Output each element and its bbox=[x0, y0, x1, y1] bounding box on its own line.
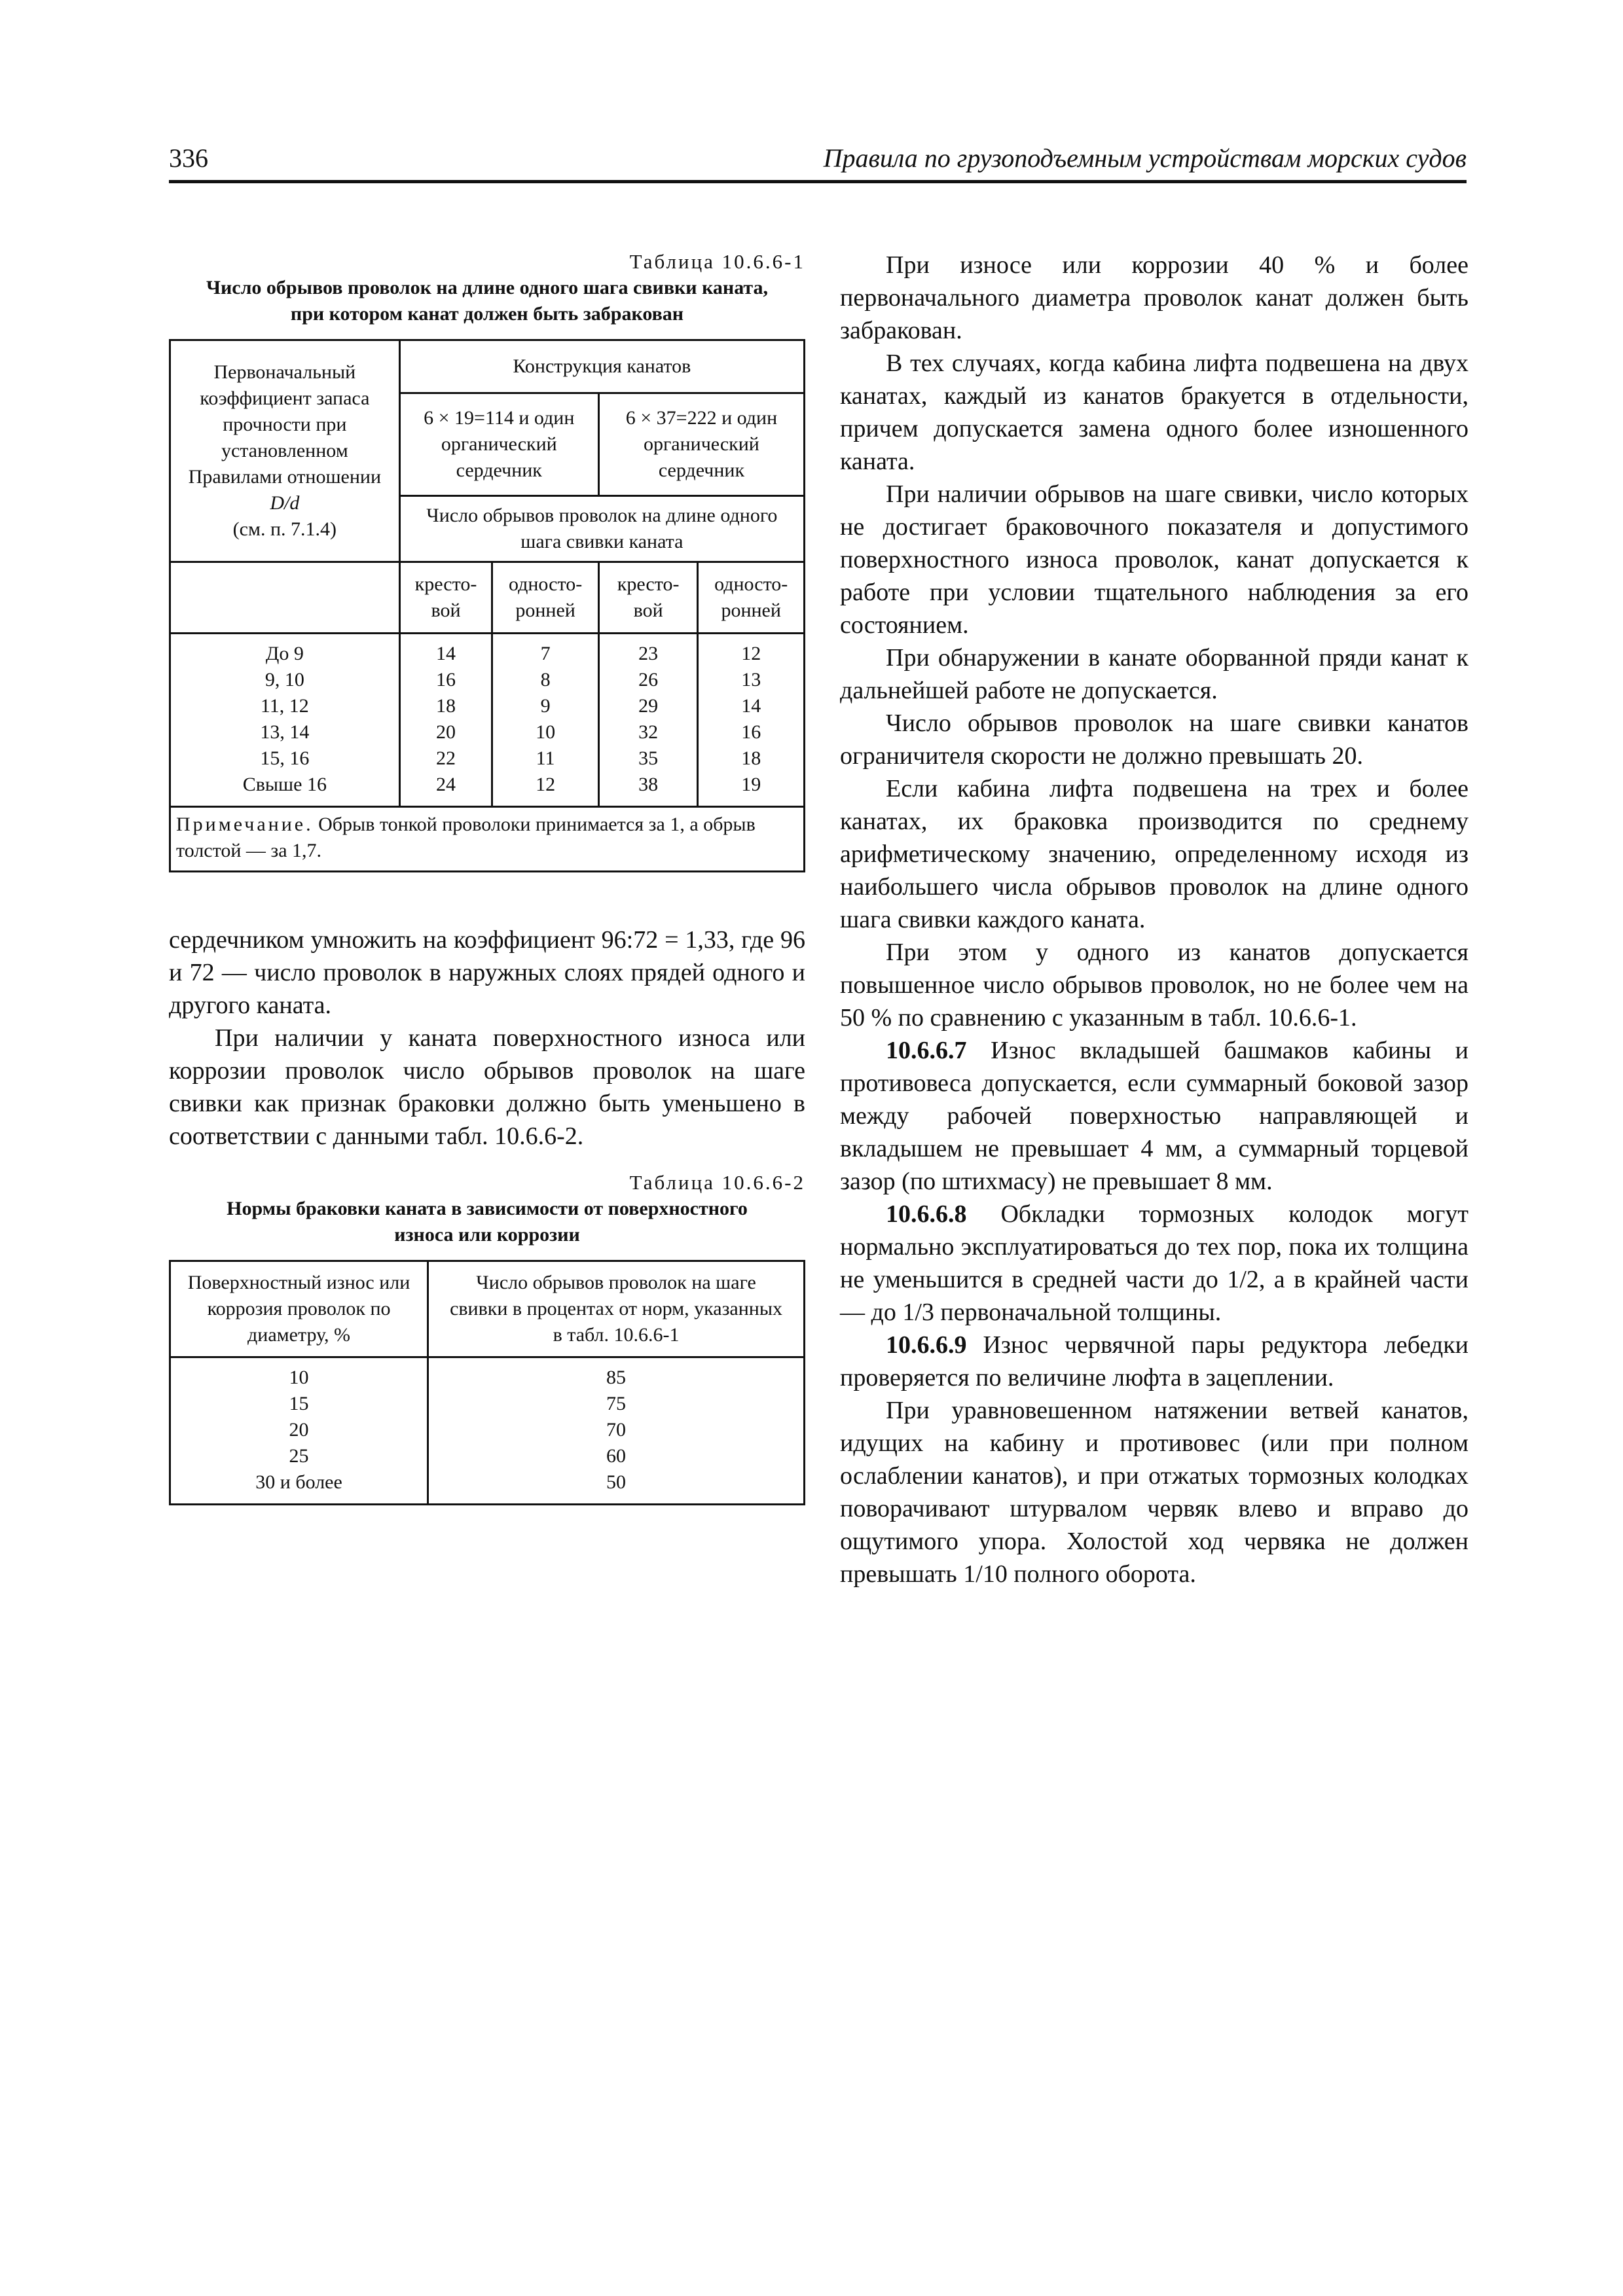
table2-title-line: износа или коррозии bbox=[394, 1224, 580, 1246]
table1-title-line: при котором канат должен быть забракован bbox=[290, 303, 684, 325]
cell-value: 50 bbox=[606, 1471, 627, 1493]
header-line: вой bbox=[431, 600, 461, 621]
header-line: Поверхностный износ или bbox=[187, 1272, 410, 1293]
section-text: Износ вкладышей башмаков кабины и противовеса допускается, если суммарный боковой зазор между рабочей поверхностью направляющей и вкладышем не превышает 4 мм, а суммарный торцевой зазор (по штихмасу) не превышает 8 мм. bbox=[840, 1037, 1468, 1195]
right-paragraph: В тех случаях, когда кабина лифта подвешена на двух канатах, каждый из канатов бракуется в отдельности, причем допускается замена одного более изношенного каната. bbox=[840, 350, 1468, 475]
header-rule bbox=[169, 180, 1467, 183]
header-line: Число обрывов проволок на длине одного bbox=[426, 505, 778, 526]
cell-value: 12 bbox=[741, 643, 761, 664]
header-line: сердечник bbox=[658, 459, 745, 481]
running-title: Правила по грузоподъемным устройствам морских судов bbox=[823, 143, 1467, 173]
cell-value: 7 bbox=[540, 643, 551, 664]
col-222-cross bbox=[598, 634, 698, 807]
cell-value: 18 bbox=[435, 695, 456, 717]
cell-value: 19 bbox=[741, 774, 761, 795]
note-text: Обрыв тонкой проволоки принимается за 1, а обрыв толстой — за 1,7. bbox=[176, 814, 756, 861]
factor-column bbox=[170, 634, 400, 807]
right-paragraph: При наличии обрывов на шаге свивки, число которых не достигает браковочного показателя и допустимого поверхностного износа проволок, канат допускается к работе при условии тщательного наблюдения за его состоянием. bbox=[840, 480, 1468, 639]
cell-value: 15 bbox=[289, 1393, 309, 1414]
empty-cell bbox=[170, 562, 400, 634]
col-222-one bbox=[698, 634, 805, 807]
table1 bbox=[169, 339, 805, 872]
header-line: органический bbox=[441, 433, 557, 455]
cell-value: 12 bbox=[536, 774, 556, 795]
table1-title bbox=[169, 275, 805, 327]
section-number: 10.6.6.7 bbox=[886, 1037, 967, 1064]
right-paragraph: Если кабина лифта подвешена на трех и более канатах, их браковка производится по среднему арифметическому значению, определенному исходя из наибольшего числа обрывов проволок на длине одного шага свивки каждого каната. bbox=[840, 775, 1468, 933]
right-paragraph: Число обрывов проволок на шаге свивки канатов ограничителя скорости не должно превышать 20. bbox=[840, 709, 1468, 770]
lay-type bbox=[399, 562, 492, 634]
page-number: 336 bbox=[169, 143, 208, 173]
header-line: Число обрывов проволок на шаге bbox=[476, 1272, 756, 1293]
cell-value: Свыше 16 bbox=[242, 774, 327, 795]
construction-222 bbox=[598, 393, 804, 496]
cell-value: 8 bbox=[540, 669, 551, 691]
cell-value: 14 bbox=[435, 643, 456, 664]
cell-value: 9, 10 bbox=[264, 669, 304, 691]
cell-value: 13 bbox=[741, 669, 761, 691]
header-line: вой bbox=[633, 600, 663, 621]
cell-value: 20 bbox=[289, 1419, 309, 1441]
header-line: D/d bbox=[270, 492, 300, 514]
cell-value: 85 bbox=[606, 1367, 627, 1388]
lay-type bbox=[492, 562, 599, 634]
cell-value: 16 bbox=[435, 669, 456, 691]
cell-value: 13, 14 bbox=[260, 721, 310, 743]
right-paragraph: При уравновешенном натяжении ветвей канатов, идущих на кабину и противовес (или при полном ослаблении канатов), и при отжатых тормозных колодках поворачивают штурвалом червяк влево и вправо до ощутимого упора. Холостой ход червяка не должен превышать 1/10 полного оборота. bbox=[840, 1397, 1468, 1588]
cell-value: 26 bbox=[638, 669, 659, 691]
header-line: шага свивки каната bbox=[520, 531, 684, 552]
right-paragraph: При износе или коррозии 40 % и более первоначального диаметра проволок канат должен быть забракован. bbox=[840, 251, 1468, 344]
header-line: Первоначальный bbox=[213, 361, 356, 383]
lay-type bbox=[598, 562, 698, 634]
table1-title-line: Число обрывов проволок на длине одного шага свивки каната, bbox=[206, 277, 769, 298]
table1-note bbox=[170, 807, 805, 872]
note-label: Примечание. bbox=[176, 814, 314, 835]
col-114-cross bbox=[399, 634, 492, 807]
cell-value: 18 bbox=[741, 747, 761, 769]
cell-value: 16 bbox=[741, 721, 761, 743]
header-line: органический bbox=[643, 433, 759, 455]
header-line: кресто- bbox=[414, 573, 477, 595]
construction-114 bbox=[399, 393, 598, 496]
header-line: 6 × 37=222 и один bbox=[625, 407, 778, 429]
table2-col1-header bbox=[170, 1261, 428, 1357]
right-paragraph: При этом у одного из канатов допускается повышенное число обрывов проволок, но не более чем на 50 % по сравнению с указанным в табл. 10.6.6-1. bbox=[840, 939, 1468, 1031]
table2-col2-header bbox=[428, 1261, 805, 1357]
cell-value: 9 bbox=[540, 695, 551, 717]
lay-type bbox=[698, 562, 805, 634]
table2-title-line: Нормы браковки каната в зависимости от поверхностного bbox=[227, 1198, 748, 1219]
left-column bbox=[169, 249, 805, 1505]
cell-value: 32 bbox=[638, 721, 659, 743]
header-line: коррозия проволок по bbox=[207, 1298, 391, 1319]
cell-value: 29 bbox=[638, 695, 659, 717]
cell-value: 38 bbox=[638, 774, 659, 795]
header-line: (см. п. 7.1.4) bbox=[232, 518, 337, 540]
cell-value: До 9 bbox=[265, 643, 304, 664]
section-10-6-6-8 bbox=[840, 1198, 1468, 1329]
cell-value: 25 bbox=[289, 1445, 309, 1467]
header-line: ронней bbox=[721, 600, 781, 621]
breaks-header bbox=[399, 496, 804, 562]
header-line: кресто- bbox=[617, 573, 680, 595]
table2-wear-column bbox=[170, 1357, 428, 1505]
table1-caption: Таблица 10.6.6-1 bbox=[629, 250, 805, 273]
left-paragraph: При наличии у каната поверхностного износа или коррозии проволок число обрывов проволок на шаге свивки как признак браковки должно быть уменьшено в соответствии с данными табл. 10.6.6-2. bbox=[169, 1024, 805, 1150]
cell-value: 24 bbox=[435, 774, 456, 795]
table2 bbox=[169, 1260, 805, 1505]
page-header bbox=[169, 137, 1467, 183]
section-text: Обкладки тормозных колодок могут нормально эксплуатироваться до тех пор, пока их толщина не уменьшится в средней части до 1/2, а в крайней части — до 1/3 первоначальной толщины. bbox=[840, 1200, 1468, 1326]
header-line: односто- bbox=[508, 573, 583, 595]
table2-caption: Таблица 10.6.6-2 bbox=[629, 1171, 805, 1194]
cell-value: 75 bbox=[606, 1393, 627, 1414]
section-text: Износ червячной пары редуктора лебедки проверяется по величине люфта в зацеплении. bbox=[840, 1331, 1468, 1391]
cell-value: 10 bbox=[289, 1367, 309, 1388]
table2-title bbox=[169, 1196, 805, 1248]
header-line: прочности при bbox=[223, 414, 347, 435]
cell-value: 11, 12 bbox=[260, 695, 309, 717]
cell-value: 14 bbox=[741, 695, 761, 717]
header-line: ронней bbox=[515, 600, 575, 621]
cell-value: 10 bbox=[536, 721, 556, 743]
header-line: 6 × 19=114 и один bbox=[424, 407, 575, 429]
col-114-one bbox=[492, 634, 599, 807]
header-line: сердечник bbox=[456, 459, 542, 481]
cell-value: 35 bbox=[638, 747, 659, 769]
header-line: свивки в процентах от норм, указанных bbox=[450, 1298, 783, 1319]
header-line: односто- bbox=[714, 573, 788, 595]
cell-value: 30 и более bbox=[255, 1471, 342, 1493]
header-line: установленном bbox=[221, 440, 348, 461]
header-line: диаметру, % bbox=[247, 1324, 351, 1346]
header-line: коэффициент запаса bbox=[200, 387, 370, 409]
left-paragraph: сердечником умножить на коэффициент 96:72 = 1,33, где 96 и 72 — число проволок в наружных слоях прядей одного и другого каната. bbox=[169, 926, 805, 1019]
header-line: Правилами отношении bbox=[188, 466, 382, 488]
cell-value: 22 bbox=[435, 747, 456, 769]
table1-row-header bbox=[170, 340, 400, 562]
section-10-6-6-9 bbox=[840, 1329, 1468, 1394]
table2-percent-column bbox=[428, 1357, 805, 1505]
cell-value: 15, 16 bbox=[260, 747, 310, 769]
section-number: 10.6.6.9 bbox=[886, 1331, 967, 1359]
header-line: в табл. 10.6.6-1 bbox=[553, 1324, 680, 1346]
cell-value: 20 bbox=[435, 721, 456, 743]
construction-header: Конструкция канатов bbox=[399, 340, 804, 393]
cell-value: 70 bbox=[606, 1419, 627, 1441]
section-number: 10.6.6.8 bbox=[886, 1200, 967, 1228]
right-paragraph: При обнаружении в канате оборванной пряди канат к дальнейшей работе не допускается. bbox=[840, 644, 1468, 704]
cell-value: 11 bbox=[536, 747, 555, 769]
section-10-6-6-7 bbox=[840, 1034, 1468, 1198]
right-column bbox=[840, 249, 1468, 1590]
cell-value: 23 bbox=[638, 643, 659, 664]
cell-value: 60 bbox=[606, 1445, 627, 1467]
